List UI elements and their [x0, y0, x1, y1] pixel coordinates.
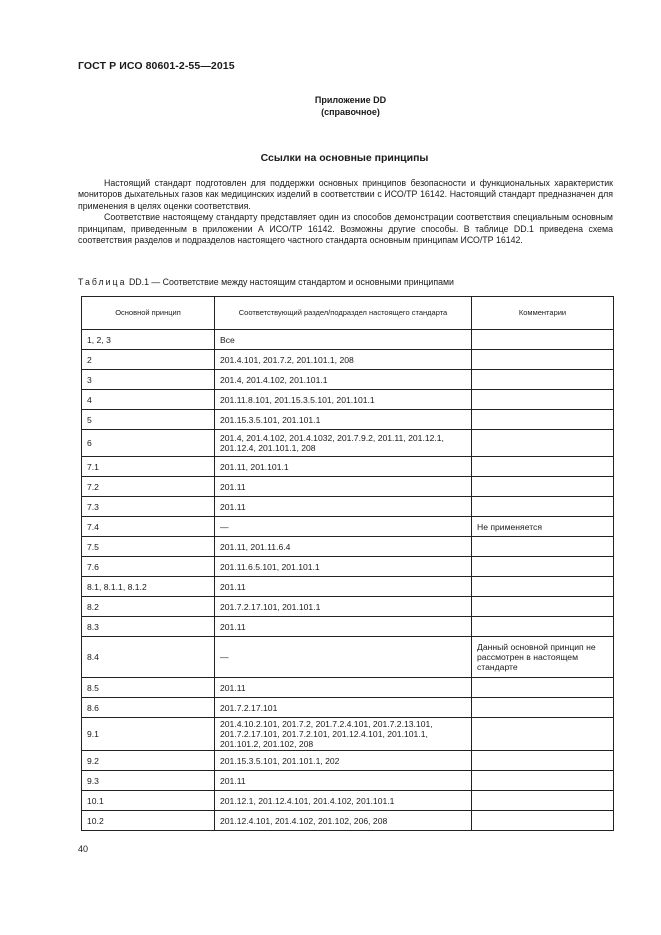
cell-section: Все [215, 330, 472, 350]
appendix-heading [0, 94, 661, 118]
table-row [82, 637, 614, 678]
table-caption [78, 277, 454, 287]
table-row [82, 791, 614, 811]
table-row [82, 617, 614, 637]
cell-principle: 7.5 [82, 537, 215, 557]
cell-principle: 9.2 [82, 751, 215, 771]
cell-principle: 1, 2, 3 [82, 330, 215, 350]
cell-comment [472, 350, 614, 370]
cell-section: 201.12.4.101, 201.4.102, 201.102, 206, 208 [215, 811, 472, 831]
cell-section: — [215, 517, 472, 537]
header-comment: Комментарии [472, 297, 614, 330]
cell-section: 201.11, 201.101.1 [215, 457, 472, 477]
cell-principle: 8.2 [82, 597, 215, 617]
page-number: 40 [78, 844, 89, 854]
table-row [82, 410, 614, 430]
table-row [82, 698, 614, 718]
cell-section: 201.11 [215, 617, 472, 637]
cell-comment [472, 390, 614, 410]
table-header-row [82, 297, 614, 330]
table-row [82, 370, 614, 390]
paragraph: Соответствие настоящему стандарту представляет один из способов демонстрации соответствия специальным основным принципам, приведенным в приложении А ИСО/ТР 16142. Возможны другие способы. В таблице DD.1 приведена схема соответствия разделов и подразделов настоящего частного стандарта основным принципам ИСО/ТР 16142. [78, 212, 613, 246]
cell-comment [472, 557, 614, 577]
cell-principle: 8.6 [82, 698, 215, 718]
cell-comment [472, 751, 614, 771]
table-row [82, 751, 614, 771]
cell-comment [472, 477, 614, 497]
cell-comment [472, 330, 614, 350]
document-header: ГОСТ Р ИСО 80601-2-55—2015 [78, 60, 235, 72]
cell-comment [472, 430, 614, 457]
cell-principle: 2 [82, 350, 215, 370]
appendix-title: Приложение DD [314, 95, 387, 105]
cell-principle: 10.2 [82, 811, 215, 831]
cell-principle: 10.1 [82, 791, 215, 811]
table-row [82, 577, 614, 597]
correspondence-table [81, 296, 614, 831]
cell-section: 201.11 [215, 477, 472, 497]
header-section: Соответствующий раздел/подраздел настоящего стандарта [215, 297, 472, 330]
table-row [82, 771, 614, 791]
cell-comment [472, 718, 614, 751]
cell-principle: 7.4 [82, 517, 215, 537]
cell-section: 201.11, 201.11.6.4 [215, 537, 472, 557]
cell-comment [472, 537, 614, 557]
cell-section: 201.4, 201.4.102, 201.101.1 [215, 370, 472, 390]
table-row [82, 477, 614, 497]
cell-section: — [215, 637, 472, 678]
cell-section: 201.12.1, 201.12.4.101, 201.4.102, 201.101.1 [215, 791, 472, 811]
table-row [82, 718, 614, 751]
cell-principle: 9.3 [82, 771, 215, 791]
header-principle: Основной принцип [82, 297, 215, 330]
section-title: Ссылки на основные принципы [260, 152, 429, 164]
cell-section: 201.7.2.17.101, 201.101.1 [215, 597, 472, 617]
cell-section: 201.11.6.5.101, 201.101.1 [215, 557, 472, 577]
cell-principle: 7.6 [82, 557, 215, 577]
cell-principle: 8.4 [82, 637, 215, 678]
body-text [78, 178, 613, 246]
cell-principle: 9.1 [82, 718, 215, 751]
table-row [82, 597, 614, 617]
table-row [82, 557, 614, 577]
table-caption-text: DD.1 — Соответствие между настоящим стандартом и основными принципами [126, 277, 454, 287]
cell-principle: 8.3 [82, 617, 215, 637]
cell-comment: Данный основной принцип не рассмотрен в настоящем стандарте [472, 637, 614, 678]
cell-comment: Не применяется [472, 517, 614, 537]
cell-section: 201.11 [215, 577, 472, 597]
table-row [82, 497, 614, 517]
cell-principle: 7.2 [82, 477, 215, 497]
cell-comment [472, 577, 614, 597]
cell-comment [472, 678, 614, 698]
table-row [82, 678, 614, 698]
cell-comment [472, 370, 614, 390]
table-row [82, 811, 614, 831]
cell-section: 201.4.10.2.101, 201.7.2, 201.7.2.4.101, 201.7.2.13.101, 201.7.2.17.101, 201.7.2.101, 201.12.4.101, 201.101.1, 201.101.2, 201.102, 208 [215, 718, 472, 751]
cell-principle: 7.3 [82, 497, 215, 517]
cell-section: 201.7.2.17.101 [215, 698, 472, 718]
table-row [82, 457, 614, 477]
paragraph: Настоящий стандарт подготовлен для поддержки основных принципов безопасности и функциональных характеристик мониторов дыхательных газов как медицинских изделий в соответствии с ИСО/ТР 16142. Настоящий стандарт предназначен для применения в целях оценки соответствия. [78, 178, 613, 211]
cell-comment [472, 771, 614, 791]
appendix-subtitle: (справочное) [321, 107, 380, 117]
cell-principle: 4 [82, 390, 215, 410]
cell-section: 201.11 [215, 497, 472, 517]
cell-comment [472, 497, 614, 517]
cell-section: 201.11 [215, 771, 472, 791]
cell-comment [472, 617, 614, 637]
cell-principle: 8.5 [82, 678, 215, 698]
table-row [82, 350, 614, 370]
table-caption-label: Таблица [78, 277, 127, 287]
cell-principle: 6 [82, 430, 215, 457]
cell-principle: 5 [82, 410, 215, 430]
cell-section: 201.4, 201.4.102, 201.4.1032, 201.7.9.2, 201.11, 201.12.1, 201.12.4, 201.101.1, 208 [215, 430, 472, 457]
cell-comment [472, 791, 614, 811]
table-row [82, 430, 614, 457]
cell-section: 201.15.3.5.101, 201.101.1, 202 [215, 751, 472, 771]
table-row [82, 537, 614, 557]
cell-section: 201.4.101, 201.7.2, 201.101.1, 208 [215, 350, 472, 370]
cell-section: 201.11.8.101, 201.15.3.5.101, 201.101.1 [215, 390, 472, 410]
table-row [82, 517, 614, 537]
cell-principle: 3 [82, 370, 215, 390]
table-row [82, 330, 614, 350]
cell-comment [472, 698, 614, 718]
cell-principle: 8.1, 8.1.1, 8.1.2 [82, 577, 215, 597]
cell-comment [472, 597, 614, 617]
cell-section: 201.11 [215, 678, 472, 698]
cell-comment [472, 457, 614, 477]
cell-comment [472, 410, 614, 430]
table-row [82, 390, 614, 410]
cell-section: 201.15.3.5.101, 201.101.1 [215, 410, 472, 430]
cell-principle: 7.1 [82, 457, 215, 477]
cell-comment [472, 811, 614, 831]
